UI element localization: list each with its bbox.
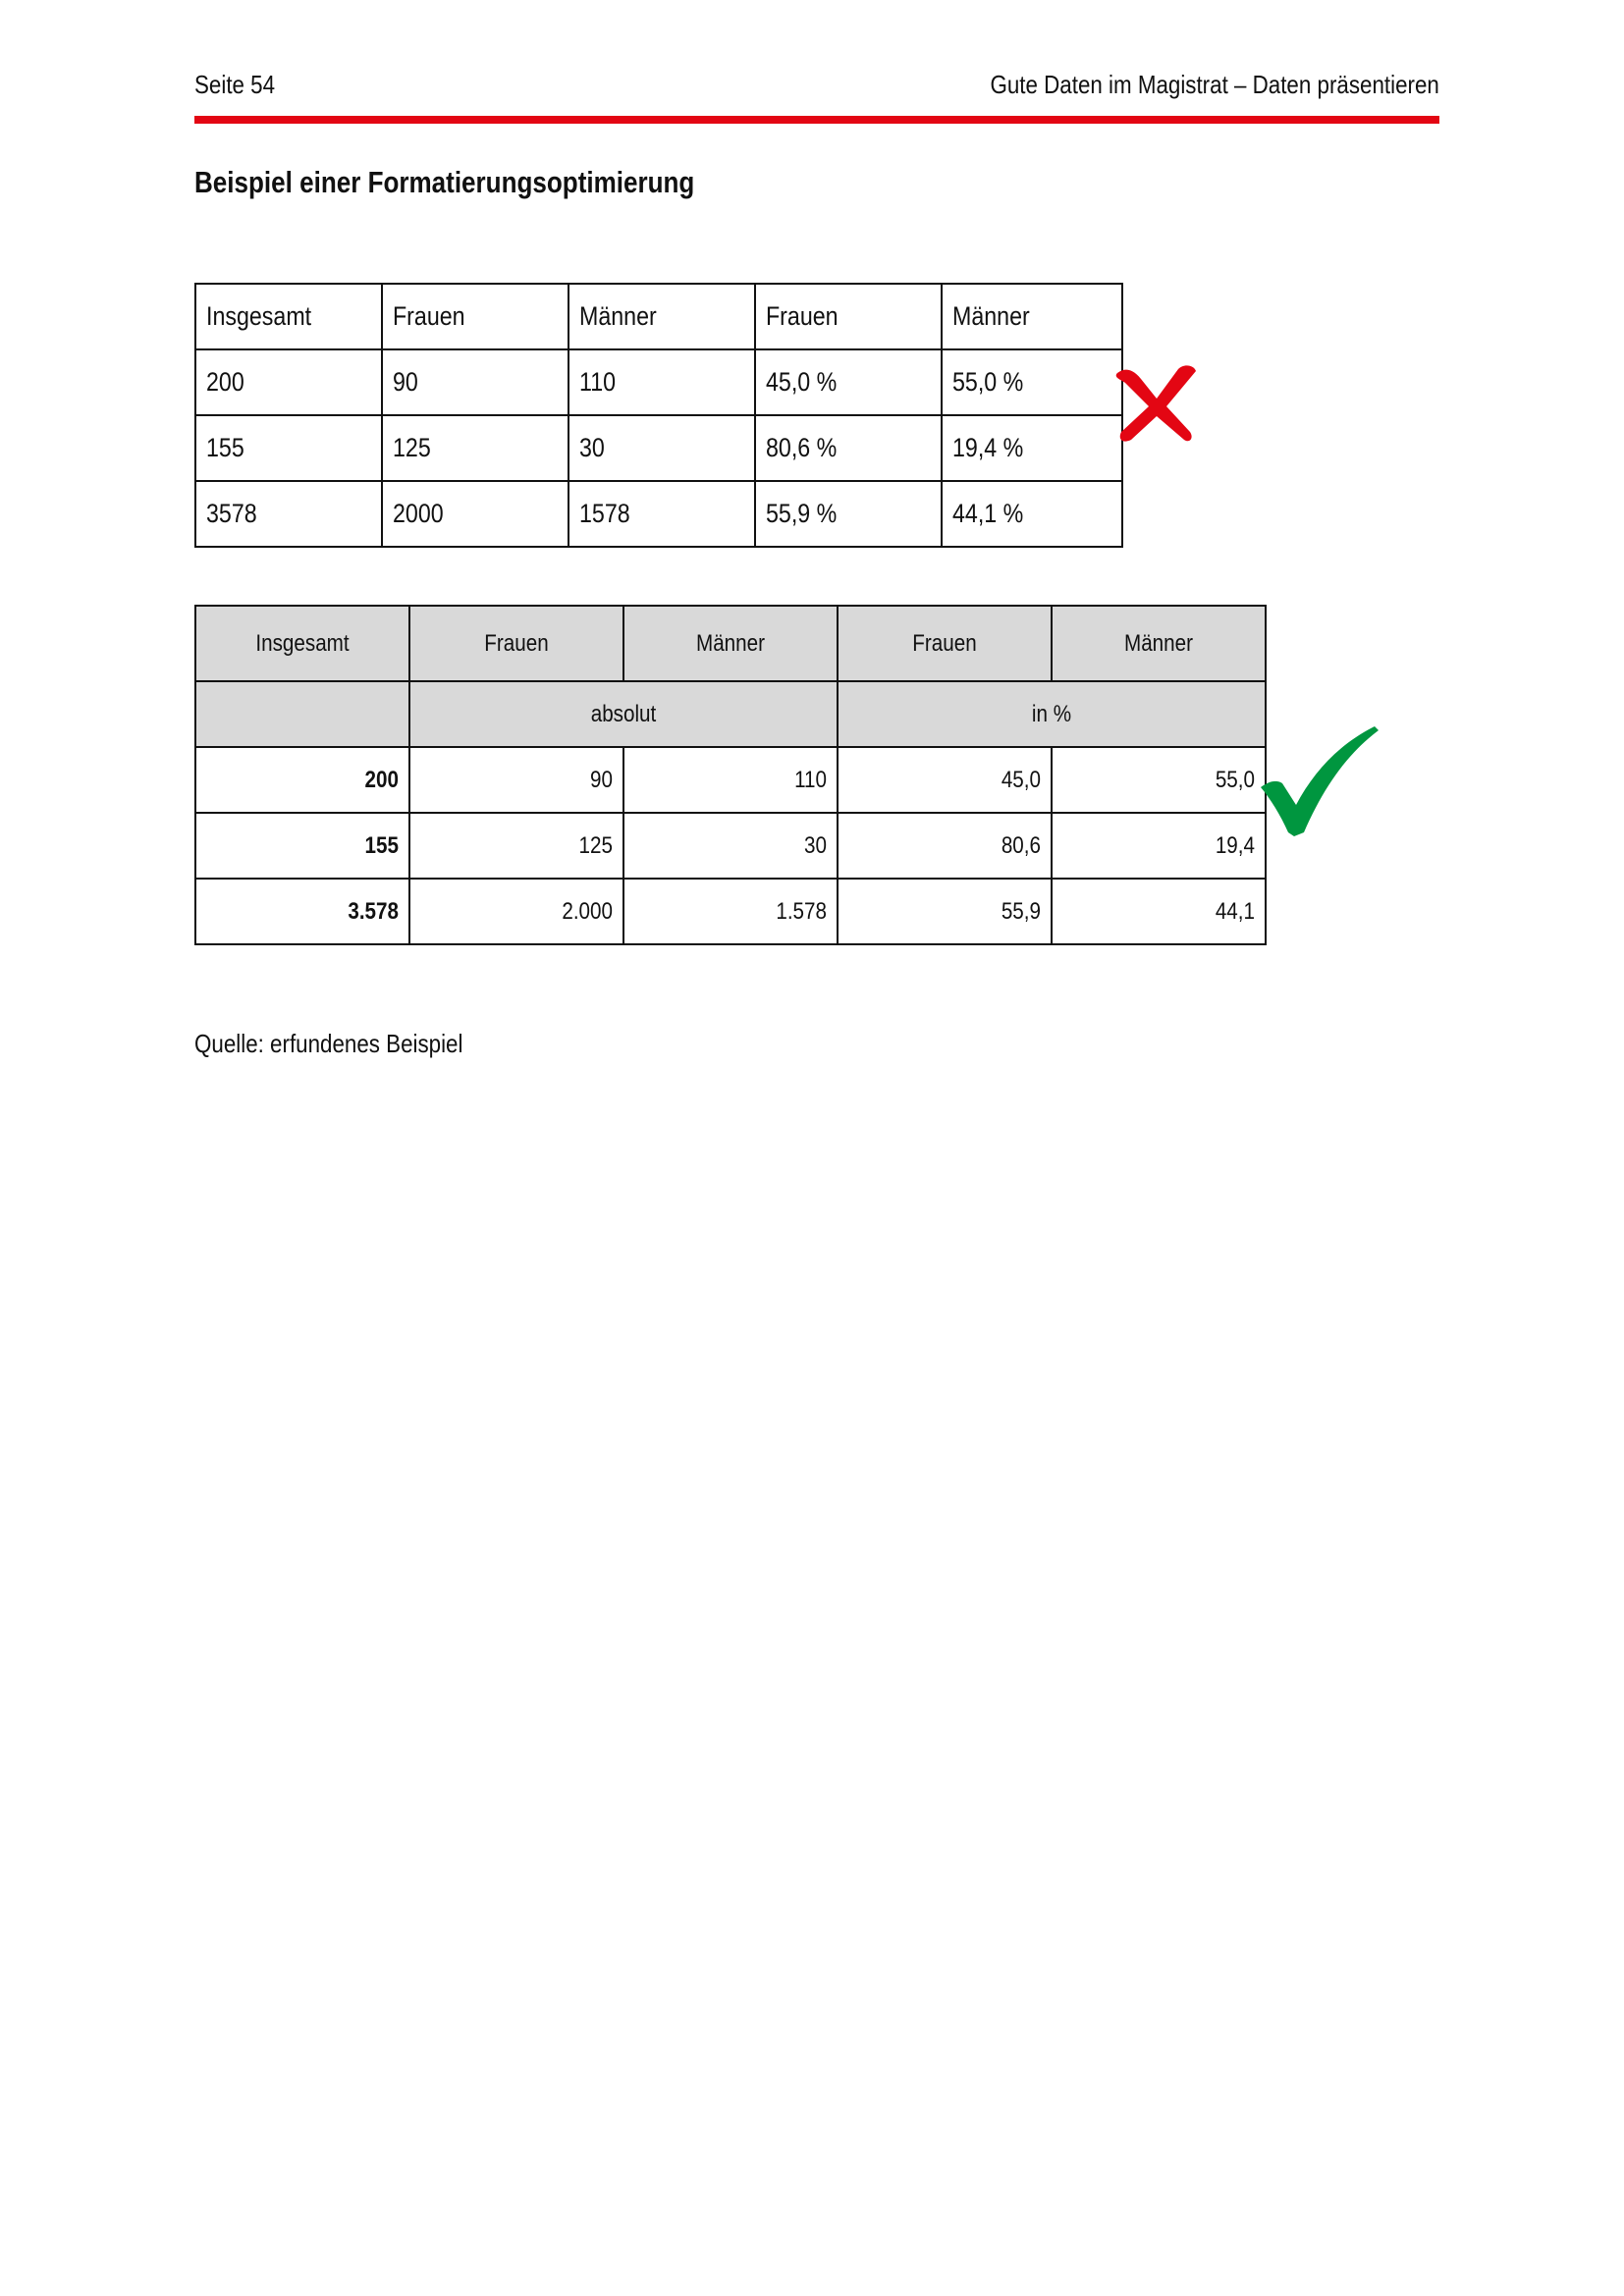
- table-row: [195, 879, 1266, 944]
- table-row: [195, 747, 1266, 813]
- subheader-cell-percent: in %: [838, 681, 1266, 747]
- header-rule: [194, 116, 1439, 124]
- table-cell: 30: [623, 813, 838, 879]
- table-cell: 55,9 %: [755, 481, 942, 547]
- checkmark-icon: [1259, 726, 1379, 836]
- table-cell: 55,9: [838, 879, 1052, 944]
- header-cell: Frauen: [409, 606, 623, 681]
- table-cell: 45,0: [838, 747, 1052, 813]
- table-cell: 90: [382, 349, 568, 415]
- total-cell: 155: [195, 813, 409, 879]
- section-title: Beispiel einer Formatierungsoptimierung: [194, 165, 695, 199]
- table-cell: 30: [568, 415, 755, 481]
- header-cell: Insgesamt: [195, 284, 382, 349]
- page-number: Seite 54: [194, 70, 276, 99]
- total-cell: 3.578: [195, 879, 409, 944]
- table-cell: 2000: [382, 481, 568, 547]
- table-cell: 125: [382, 415, 568, 481]
- table-cell: 110: [623, 747, 838, 813]
- table-row: [195, 415, 1122, 481]
- table-cell: 1578: [568, 481, 755, 547]
- table-subheader-row: [195, 681, 1266, 747]
- header-cell: Männer: [568, 284, 755, 349]
- table-cell: 55,0 %: [942, 349, 1122, 415]
- table-row: [195, 481, 1122, 547]
- total-cell: 200: [195, 747, 409, 813]
- cross-icon: [1111, 361, 1200, 444]
- unoptimized-table: [194, 283, 1123, 548]
- table-cell: 1.578: [623, 879, 838, 944]
- table-cell: 44,1 %: [942, 481, 1122, 547]
- table-cell: 2.000: [409, 879, 623, 944]
- header-cell: Frauen: [755, 284, 942, 349]
- header-cell: Männer: [623, 606, 838, 681]
- table-cell: 125: [409, 813, 623, 879]
- table-cell: 155: [195, 415, 382, 481]
- header-cell: Männer: [942, 284, 1122, 349]
- header-cell: Frauen: [382, 284, 568, 349]
- header-cell: Männer: [1052, 606, 1266, 681]
- table-cell: 200: [195, 349, 382, 415]
- table-row: [195, 813, 1266, 879]
- table-cell: 110: [568, 349, 755, 415]
- table-cell: 45,0 %: [755, 349, 942, 415]
- subheader-cell-absolute: absolut: [409, 681, 838, 747]
- table-cell: 55,0: [1052, 747, 1266, 813]
- header-cell: Insgesamt: [195, 606, 409, 681]
- optimized-table: [194, 605, 1267, 945]
- table-cell: 44,1: [1052, 879, 1266, 944]
- table-header-row: [195, 284, 1122, 349]
- page-header: [194, 65, 1439, 104]
- table-cell: 19,4 %: [942, 415, 1122, 481]
- table-row: [195, 349, 1122, 415]
- source-note: Quelle: erfundenes Beispiel: [194, 1029, 463, 1058]
- table-cell: 3578: [195, 481, 382, 547]
- subheader-cell-empty: [195, 681, 409, 747]
- table-cell: 90: [409, 747, 623, 813]
- table-cell: 19,4: [1052, 813, 1266, 879]
- table-cell: 80,6: [838, 813, 1052, 879]
- table-header-row: [195, 606, 1266, 681]
- header-cell: Frauen: [838, 606, 1052, 681]
- document-title: Gute Daten im Magistrat – Daten präsentieren: [990, 70, 1439, 99]
- table-cell: 80,6 %: [755, 415, 942, 481]
